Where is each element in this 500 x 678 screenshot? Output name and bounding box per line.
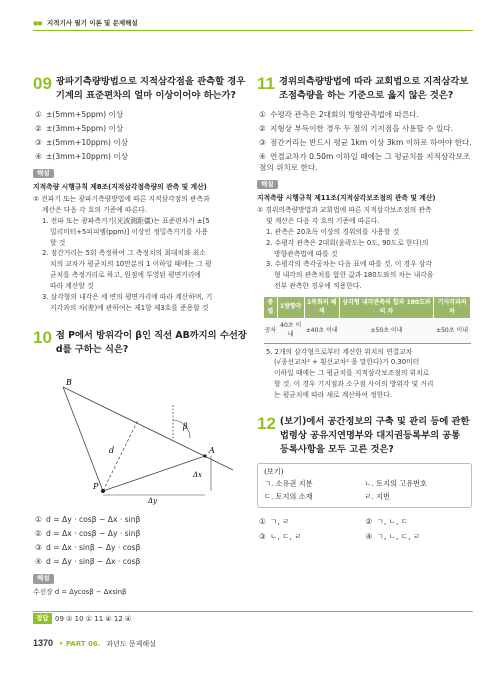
option-1[interactable]: ① d = Δy · cosβ − Δx · sinβ <box>35 515 141 525</box>
solution-line: 할 것 <box>50 238 66 247</box>
table-header: 삼각형 내각관측의 합과 180도와의 차 <box>339 296 433 318</box>
solution-line: 전부 관측한 경우에 적용한다. <box>274 282 362 291</box>
question-text: 광파기측량방법으로 지적삼각점을 관측할 경우 기계의 표준편차의 얼마 이상이어야 하는가? <box>55 76 246 101</box>
solution-title: 지적측량 시행규칙 제8조(지적삼각점측량의 관측 및 계산) <box>33 183 207 192</box>
solution-line: ② 전파기 또는 광파기측량방법에 따른 지적삼각점의 관측과 <box>33 195 210 204</box>
question-11 <box>257 75 472 401</box>
solution-tag: 해설 <box>257 180 278 189</box>
answer-rule <box>33 611 473 612</box>
option-3[interactable]: ③ 점간거리는 반드시 평균 1km 이상 3km 이하로 하여야 한다. <box>259 137 472 147</box>
question-number: 10 <box>33 328 52 348</box>
part-title: 과년도 문제해설 <box>106 640 156 648</box>
solution-line: 밀리미터+5피피엠(ppm)] 이상인 정밀측거기를 사용 <box>50 227 208 236</box>
page-footer <box>33 637 156 651</box>
header-rule <box>33 30 473 31</box>
part-label: • PART 06. <box>58 640 101 648</box>
table-cell: 공차 <box>264 319 278 343</box>
header-title: 지적기사 필기 이론 및 문제해설 <box>47 19 138 27</box>
solution-line: 1. 전파 또는 광파측거기(光波測距儀)는 표준편차가 ±[5 <box>42 216 210 225</box>
option-4[interactable]: ④ ±(3mm+10ppm) 이상 <box>35 151 129 161</box>
solution-line: 2. 수평각 관측은 2대회(윤곽도는 0도, 90도로 한다)의 <box>266 238 429 247</box>
solution-line: 지각과의 차(差)에 관하여는 제1항 제3호를 준용할 것 <box>50 303 209 312</box>
line-ab <box>63 387 233 470</box>
question-number: 11 <box>257 74 275 93</box>
option-1[interactable]: ① ㄱ, ㄹ <box>259 516 290 526</box>
line-pa <box>103 456 205 491</box>
point-p <box>101 489 105 493</box>
option-grid <box>259 514 472 544</box>
left-column <box>33 75 248 599</box>
option-2[interactable]: ② ±(3mm+5ppm) 이상 <box>35 123 124 133</box>
table-cell: ±40초 이내 <box>304 319 339 343</box>
line-bp <box>63 387 103 491</box>
perpendicular-d <box>103 420 138 491</box>
solution-line: 1. 관측은 20초독 이상의 경위의를 사용할 것 <box>266 227 400 236</box>
solution-line: 5. 2개의 삼각형으로부터 계산한 위치의 연결교차 <box>266 347 413 356</box>
solution-line: 3. 삼각형의 내각은 세 변의 평면거리에 따라 계산하며, 기 <box>42 292 213 301</box>
perpendicular-diagram <box>33 365 248 505</box>
question-number: 12 <box>257 413 276 433</box>
option-3[interactable]: ③ ±(5mm+10ppm) 이상 <box>35 137 129 147</box>
option-4[interactable]: ④ ㄱ, ㄴ, ㄷ, ㄹ <box>365 531 421 541</box>
solution-line: 균치를 측정거리로 하고, 원점에 투영된 평면거리에 <box>50 271 201 280</box>
solution-line: ② 경위의측량방법과 교회법에 따른 지적삼각보조점의 관측 <box>257 206 432 215</box>
solution-line: 3. 수평각의 측각공차는 다음 표에 따를 것. 이 경우 삼각 <box>266 260 432 269</box>
option-4[interactable]: ④ d = Δy · sinβ − Δx · cosβ <box>35 557 141 567</box>
table-header-row <box>264 296 471 318</box>
option-2[interactable]: ② d = Δx · cosβ − Δy · sinβ <box>35 529 141 539</box>
table-row <box>264 319 471 343</box>
answer-key <box>33 611 473 625</box>
solution-line: 치의 교차가 평균치의 10만분의 1 이하일 때에는 그 평 <box>50 260 212 269</box>
option-2[interactable]: ② 지형상 부득이한 경우 두 점의 기지점을 사용할 수 있다. <box>259 123 454 133</box>
table-header: 기지각과의 차 <box>434 296 471 318</box>
page-header <box>33 16 473 32</box>
solution-line: (√종선교차² + 횡선교차² 을 말한다)가 0.30미터 <box>274 358 420 367</box>
solution-line: 할 것. 이 경우 기지점과 소구점 사이의 방위각 및 거리 <box>274 380 434 389</box>
question-10 <box>33 329 248 597</box>
label-beta: β <box>183 422 188 432</box>
example-item: ㄱ. 소유권 지분 <box>264 479 313 489</box>
solution-line: 이하일 때에는 그 평균치를 지적삼각보조점의 위치로 <box>274 369 430 378</box>
example-item: ㄹ. 지번 <box>364 491 390 501</box>
example-box <box>257 463 472 508</box>
label-dx: Δx <box>193 471 203 480</box>
solution-line: 따라 계산할 것 <box>50 281 94 290</box>
point-a <box>203 455 206 458</box>
solution-line: 는 평균치에 따라 새로 계산하여 정한다. <box>274 391 393 400</box>
solution-line: 및 계산은 다음 각 호의 기준에 따른다. <box>266 216 380 225</box>
question-number: 09 <box>33 74 52 93</box>
example-item: ㄷ. 토지의 소재 <box>264 491 313 501</box>
option-1[interactable]: ① 수평각 관측은 2대회의 방향관측법에 따른다. <box>259 109 419 119</box>
answer-tag: 정답 <box>33 613 52 624</box>
page-number: 1370 <box>33 638 54 648</box>
option-3[interactable]: ③ d = Δx · sinβ − Δy · cosβ <box>35 543 141 553</box>
label-b: B <box>66 378 72 388</box>
solution-line: 형 내각의 관측치를 합한 값과 180도와의 차는 내각을 <box>274 271 434 280</box>
solution-line: 계산은 다음 각 호의 기준에 따른다. <box>42 205 147 214</box>
table-header: 1측회의 폐색 <box>304 296 339 318</box>
solution-tag: 해설 <box>33 574 54 583</box>
table-cell: ±50초 이내 <box>434 319 471 343</box>
label-dy: Δy <box>148 497 158 506</box>
table-header: 1방향각 <box>277 296 304 318</box>
question-12 <box>257 415 472 544</box>
label-a: A <box>209 446 215 456</box>
solution-line: 2. 점간거리는 5회 측정하여 그 측정치의 최대치와 최소 <box>42 249 206 258</box>
table-cell: 40초 이내 <box>277 319 304 343</box>
option-1[interactable]: ① ±(5mm+5ppm) 이상 <box>35 109 124 119</box>
right-column <box>257 75 472 544</box>
question-text: 경위의측량방법에 따라 교회법으로 지적삼각보조점측량을 하는 기준으로 옳지 않은 것은? <box>278 76 469 101</box>
label-p: P <box>93 482 99 492</box>
header-dots: ●● <box>33 20 42 27</box>
label-d: d <box>109 446 115 456</box>
solution-line: 방향관측법에 따를 것 <box>274 249 338 258</box>
option-4[interactable]: ④ 연결교차가 0.50m 이하일 때에는 그 평균치를 지적삼각보조점의 위치로 한다. <box>259 151 471 172</box>
table-cell: ±50초 이내 <box>339 319 433 343</box>
question-09 <box>33 75 248 313</box>
question-text: (보기)에서 공간정보의 구축 및 관리 등에 관한 법령상 공유지연명부와 대지권등록부의 공통 등록사항을 모두 고른 것은? <box>279 415 470 455</box>
example-box-title: (보기) <box>264 466 284 476</box>
table-header: 종별 <box>264 296 278 318</box>
question-text: 점 P에서 방위각이 β인 직선 AB까지의 수선장 d를 구하는 식은? <box>55 330 247 356</box>
solution-tag: 해설 <box>33 169 54 178</box>
example-item: ㄴ. 토지의 고유번호 <box>364 479 427 489</box>
option-3[interactable]: ③ ㄴ, ㄷ, ㄹ <box>259 531 302 541</box>
solution-title: 지적측량 시행규칙 제11조(지적삼각보조점의 관측 및 계산) <box>257 194 436 203</box>
option-2[interactable]: ② ㄱ, ㄴ, ㄷ <box>365 516 409 526</box>
answer-list: 09 ① 10 ① 11 ④ 12 ④ <box>55 615 132 623</box>
tolerance-table <box>263 296 471 344</box>
solution-line: 수선장 d = Δycosβ − Δxsinβ <box>33 587 127 596</box>
